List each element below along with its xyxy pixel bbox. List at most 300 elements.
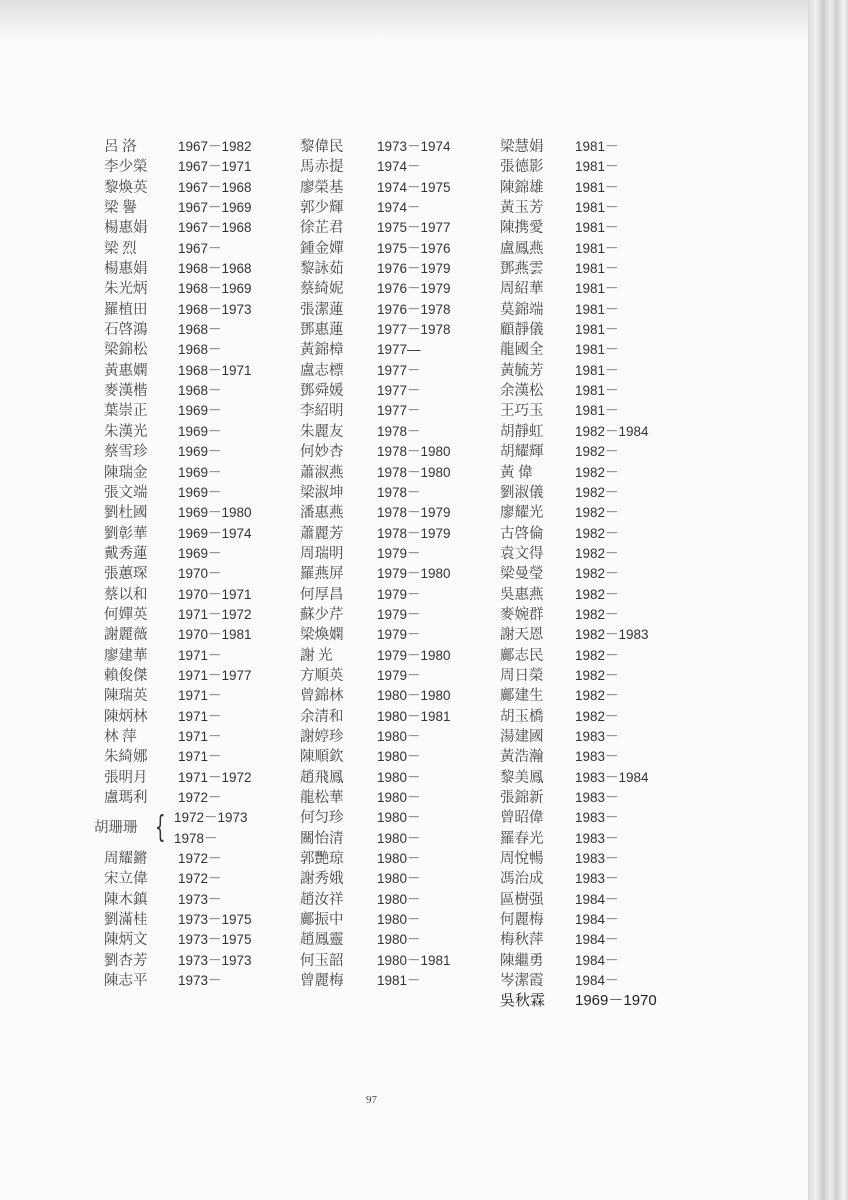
- column-3-entries: [500, 137, 657, 991]
- entry-name: 鄺志民: [500, 647, 544, 664]
- entry-name: 陳木鎮: [104, 891, 148, 908]
- entry-name: 郭少輝: [300, 200, 344, 217]
- entry-name: 陳錦雄: [500, 179, 544, 196]
- entry-years: 1969－: [178, 545, 222, 561]
- entry-name: 曾麗梅: [300, 973, 344, 990]
- entry-name: 呂 洛: [104, 139, 137, 155]
- list-item: [104, 605, 252, 625]
- entry-years: 1980－: [377, 932, 421, 948]
- entry-years: 1981－: [575, 240, 619, 256]
- entry-years: 1982－: [575, 525, 619, 541]
- entry-name: 梁 烈: [104, 240, 137, 257]
- entry-years: 1983－: [575, 790, 619, 805]
- list-item: [104, 361, 252, 381]
- entry-name: 關怡清: [300, 830, 344, 847]
- entry-name: 梅秋萍: [500, 932, 544, 949]
- list-item: [104, 422, 252, 442]
- entry-name: 周紹華: [500, 281, 544, 298]
- list-item: [104, 198, 252, 218]
- entry-years: 1971－1977: [178, 667, 252, 683]
- entry-years: 1980－: [377, 851, 421, 867]
- entry-name: 梁曼瑩: [500, 566, 544, 583]
- list-item: [500, 768, 657, 788]
- list-item: [300, 747, 451, 767]
- entry-name: 何嬋英: [104, 606, 148, 623]
- list-item: [500, 361, 657, 381]
- list-item: [500, 422, 657, 442]
- column-2-entries: [300, 137, 451, 991]
- entry-years: 1969－: [178, 423, 222, 439]
- list-item: [104, 340, 252, 360]
- entry-name: 謝 光: [300, 647, 333, 664]
- entry-years: 1969－1974: [178, 525, 252, 541]
- entry-years: 1980－: [377, 810, 421, 826]
- list-item: [500, 218, 657, 238]
- entry-name: 方順英: [300, 667, 344, 684]
- list-item: [500, 849, 657, 869]
- entry-years: 1983－: [575, 871, 619, 887]
- entry-name: 石啓鴻: [104, 322, 148, 339]
- entry-years: 1969－1980: [178, 505, 252, 521]
- list-item: [500, 483, 657, 503]
- names-column-1: [94, 137, 252, 991]
- entry-years: 1973－1973: [178, 952, 252, 968]
- list-item: [500, 157, 657, 177]
- list-item: [300, 157, 451, 177]
- entry-name: 陳瑞英: [104, 688, 148, 705]
- entry-name: 趙飛鳳: [300, 769, 344, 786]
- entry-name: 馬赤提: [300, 159, 344, 176]
- entry-years: 1981－: [575, 362, 619, 378]
- list-item: [500, 463, 657, 483]
- entry-name: 顧靜儀: [500, 322, 544, 339]
- entry-name: 黃錦樟: [300, 342, 344, 359]
- entry-name: 張明月: [104, 769, 148, 786]
- entry-name: 周日榮: [500, 667, 544, 684]
- page-top-shadow: [0, 0, 808, 40]
- list-item: [104, 869, 252, 889]
- entry-years: 1981－: [575, 281, 619, 297]
- entry-name: 余清和: [300, 708, 344, 725]
- entry-years: 1968－: [178, 322, 222, 338]
- entry-years: 1981－: [575, 383, 619, 399]
- entry-name: 謝天恩: [500, 627, 544, 644]
- list-item: [300, 646, 451, 666]
- list-item: [300, 585, 451, 605]
- list-item: [500, 198, 657, 218]
- list-item: [300, 442, 451, 462]
- entry-years: 1968－1973: [178, 301, 252, 317]
- entry-years: 1981－: [575, 261, 619, 277]
- entry-years: 1974－1975: [377, 179, 451, 195]
- entry-years: 1983－: [575, 851, 619, 867]
- list-item: [300, 788, 451, 808]
- entry-name: 趙汝祥: [300, 891, 344, 908]
- entry-name: 張潔蓮: [300, 301, 344, 318]
- list-item: [104, 727, 252, 747]
- list-item: [300, 259, 451, 279]
- entry-name: 朱漢光: [104, 423, 148, 440]
- entry-name: 羅春光: [500, 830, 544, 847]
- entry-years: 1979－: [377, 606, 421, 622]
- list-item: [500, 747, 657, 767]
- entry-name: 陳瑞金: [104, 464, 148, 481]
- entry-name: 黃毓芳: [500, 362, 544, 379]
- entry-name: 龍松華: [300, 790, 344, 806]
- entry-name: 張蕙琛: [104, 566, 148, 583]
- list-item: [500, 137, 657, 157]
- list-item: [300, 666, 451, 686]
- entry-name: 黃 偉: [500, 464, 533, 481]
- list-item: [500, 239, 657, 259]
- entry-name: 楊惠娟: [104, 220, 148, 237]
- entry-name: 謝麗薇: [104, 627, 148, 644]
- entry-years: 1979－: [377, 667, 421, 683]
- entry-name: 謝秀娥: [300, 871, 344, 888]
- entry-name: 鄧舜媛: [300, 383, 344, 400]
- entry-name: 劉滿桂: [104, 912, 148, 929]
- entry-name: 朱綺娜: [104, 749, 148, 766]
- list-item: [300, 951, 451, 971]
- entry-name: 李少榮: [104, 159, 148, 176]
- list-item: [104, 279, 252, 299]
- entry-years: 1970－: [178, 566, 222, 582]
- list-item: [500, 971, 657, 991]
- entry-name: 余漢松: [500, 383, 544, 400]
- column-1-entries-after: [104, 849, 252, 991]
- entry-name: 麥漢楷: [104, 383, 148, 400]
- entry-name: 劉杏芳: [104, 952, 148, 969]
- entry-name: 何麗梅: [500, 912, 544, 929]
- entry-name: 黎美鳳: [500, 769, 544, 786]
- entry-name: 鍾金嬋: [300, 240, 344, 257]
- list-item: [500, 605, 657, 625]
- entry-years: 1978－1980: [377, 444, 451, 460]
- list-item: [300, 381, 451, 401]
- entry-years: 1982－1984: [575, 423, 649, 439]
- list-item: [300, 178, 451, 198]
- entry-name: 廖榮基: [300, 179, 344, 196]
- entry-years: 1968－1968: [178, 261, 252, 277]
- entry-years: 1982－: [575, 484, 619, 500]
- list-item: [300, 320, 451, 340]
- bracketed-years: [174, 808, 248, 849]
- list-item: [300, 340, 451, 360]
- list-item: [104, 320, 252, 340]
- entry-years: 1977－: [377, 383, 421, 399]
- list-item: [104, 381, 252, 401]
- entry-name: 陳順欽: [300, 749, 344, 766]
- entry-years: 1976－1979: [377, 281, 451, 297]
- entry-years: 1977―: [377, 342, 421, 358]
- list-item: [500, 869, 657, 889]
- list-item: [104, 666, 252, 686]
- entry-name: 劉彰華: [104, 525, 148, 542]
- list-item: [300, 422, 451, 442]
- list-item: [500, 625, 657, 645]
- entry-years: 1980－: [377, 769, 421, 785]
- entry-years: 1981－: [575, 220, 619, 236]
- entry-years: 1976－1978: [377, 301, 451, 317]
- list-item: [104, 971, 252, 991]
- entry-name: 羅燕屏: [300, 566, 344, 583]
- entry-years: 1984－: [575, 952, 619, 968]
- entry-name: 蔡雪珍: [104, 444, 148, 461]
- list-item: [300, 971, 451, 991]
- entry-name: 馮治成: [500, 871, 544, 888]
- entry-name: 戴秀蓮: [104, 545, 148, 562]
- entry-name: 賴俊傑: [104, 667, 148, 684]
- entry-name: 何匀珍: [300, 810, 344, 827]
- page-edge: [808, 0, 848, 1200]
- list-item: [104, 157, 252, 177]
- entry-years: 1974－: [377, 200, 421, 216]
- entry-years: 1984－: [575, 891, 619, 907]
- list-item: [300, 279, 451, 299]
- entry-years: 1977－: [377, 362, 421, 378]
- list-item: [300, 605, 451, 625]
- entry-years: 1973－1975: [178, 932, 252, 948]
- entry-years: 1984－: [575, 973, 619, 989]
- entry-years: 1980－1981: [377, 952, 451, 968]
- entry-name: 周瑞明: [300, 545, 344, 562]
- list-item: [500, 788, 657, 808]
- entry-name: 羅植田: [104, 301, 148, 318]
- entry-years: 1980－: [377, 830, 421, 846]
- entry-name: 郭艷琼: [300, 851, 344, 868]
- entry-years: 1972－: [178, 790, 222, 805]
- list-item: [104, 503, 252, 523]
- list-item: [300, 137, 451, 157]
- entry-years: 1982－: [575, 505, 619, 521]
- entry-years: 1971－: [178, 749, 222, 765]
- entry-years: 1979－: [377, 627, 421, 643]
- list-item: [300, 808, 451, 828]
- entry-name: 龍國全: [500, 342, 544, 359]
- list-item: [500, 585, 657, 605]
- entry-name: 胡靜虹: [500, 423, 544, 440]
- entry-years: 1972－: [178, 871, 222, 887]
- entry-name: 梁煥嫻: [300, 627, 344, 644]
- entry-years: 1983－: [575, 810, 619, 826]
- entry-name: 王巧玉: [500, 403, 544, 420]
- entry-years: 1982－: [575, 647, 619, 663]
- list-item: [104, 768, 252, 788]
- list-item: [300, 401, 451, 421]
- entry-years: 1967－1982: [178, 139, 252, 154]
- entry-name: 廖耀光: [500, 505, 544, 522]
- entry-years: 1983－: [575, 749, 619, 765]
- entry-name: 黎詠茹: [300, 261, 344, 278]
- entry-name: 蕭淑燕: [300, 464, 344, 481]
- list-item: [500, 401, 657, 421]
- entry-years: 1984－: [575, 912, 619, 928]
- list-item: [104, 707, 252, 727]
- entry-years: 1983－: [575, 728, 619, 744]
- entry-years: 1967－: [178, 240, 222, 256]
- list-item: [104, 890, 252, 910]
- entry-years: 1969－: [178, 464, 222, 480]
- entry-years: 1981－: [575, 200, 619, 216]
- entry-years: 1980－: [377, 749, 421, 765]
- column-1-entries: [104, 137, 252, 808]
- names-column-3: [500, 137, 657, 1012]
- entry-name: 何玉韶: [300, 952, 344, 969]
- list-item: [104, 544, 252, 564]
- names-column-2: [300, 137, 451, 991]
- entry-years: 1977－: [377, 403, 421, 419]
- list-item: [300, 930, 451, 950]
- entry-name: 吳惠燕: [500, 586, 544, 603]
- entry-years: 1967－1968: [178, 179, 252, 195]
- entry-years: 1970－1971: [178, 586, 252, 602]
- list-item: [500, 666, 657, 686]
- entry-years: 1973－1974: [377, 139, 451, 154]
- list-item: [104, 849, 252, 869]
- entry-name: 黎偉民: [300, 139, 344, 155]
- list-item: [500, 279, 657, 299]
- list-item: [300, 869, 451, 889]
- entry-years: 1975－1977: [377, 220, 451, 236]
- entry-name: 廖建華: [104, 647, 148, 664]
- entry-name: 陳炳林: [104, 708, 148, 725]
- entry-years: 1981－: [575, 159, 619, 175]
- entry-years: 1981－: [377, 973, 421, 989]
- entry-years: 1980－1981: [377, 708, 451, 724]
- entry-years: 1981－: [575, 322, 619, 338]
- list-item: [300, 300, 451, 320]
- entry-name: 鄺建生: [500, 688, 544, 705]
- list-item: [300, 890, 451, 910]
- entry-years: 1981－: [575, 139, 619, 154]
- list-item: [500, 910, 657, 930]
- entry-years: 1978－1979: [377, 525, 451, 541]
- entry-years: 1980－1980: [377, 688, 451, 704]
- list-item: [500, 300, 657, 320]
- list-item: [300, 544, 451, 564]
- entry-name: 古啓倫: [500, 525, 544, 542]
- entry-name: 陳炳文: [104, 932, 148, 949]
- entry-name: 黃浩瀚: [500, 749, 544, 766]
- entry-name: 吳秋霖: [500, 993, 546, 1010]
- list-item: [300, 910, 451, 930]
- entry-name: 盧瑪利: [104, 790, 148, 806]
- list-item: [500, 320, 657, 340]
- entry-years: 1982－: [575, 708, 619, 724]
- entry-years: 1979－: [377, 586, 421, 602]
- entry-years: 1973－1975: [178, 912, 252, 928]
- list-item: [104, 401, 252, 421]
- list-item: [300, 218, 451, 238]
- entry-years: 1971－: [178, 688, 222, 704]
- list-item: [500, 524, 657, 544]
- list-item: [104, 646, 252, 666]
- entry-name: 張德影: [500, 159, 544, 176]
- list-item: [500, 991, 657, 1011]
- entry-name: 梁錦松: [104, 342, 148, 359]
- entry-name: 蕭麗芳: [300, 525, 344, 542]
- entry-years: 1969－: [178, 403, 222, 419]
- entry-years: 1971－: [178, 728, 222, 744]
- list-item: [104, 218, 252, 238]
- list-item: [104, 564, 252, 584]
- entry-name: 何妙杏: [300, 444, 344, 461]
- entry-name: 張錦新: [500, 790, 544, 806]
- entry-years: 1968－: [178, 383, 222, 399]
- entry-years: 1978－: [377, 484, 421, 500]
- list-item: [500, 951, 657, 971]
- list-item: [104, 463, 252, 483]
- entry-name: 周耀鏘: [104, 851, 148, 868]
- list-item: [500, 544, 657, 564]
- entry-years: 1967－1971: [178, 159, 252, 175]
- list-item: [500, 564, 657, 584]
- list-item: [104, 625, 252, 645]
- list-item: [104, 239, 252, 259]
- entry-name: 劉杜國: [104, 505, 148, 522]
- list-item: [104, 788, 252, 808]
- list-item: [104, 686, 252, 706]
- page-number: 97: [366, 1094, 377, 1106]
- entry-name: 鄺振中: [300, 912, 344, 929]
- entry-name: 陳繼勇: [500, 952, 544, 969]
- entry-name: 胡珊珊: [94, 820, 138, 837]
- entry-years: 1981－: [575, 301, 619, 317]
- list-item: [104, 259, 252, 279]
- entry-name: 梁 譽: [104, 200, 137, 217]
- entry-years: 1973－: [178, 973, 222, 989]
- entry-years: 1982－1983: [575, 627, 649, 643]
- entry-name: 李紹明: [300, 403, 344, 420]
- entry-name: 楊惠娟: [104, 261, 148, 278]
- list-item: [300, 198, 451, 218]
- list-item: [300, 707, 451, 727]
- list-item: [104, 930, 252, 950]
- list-item: [104, 483, 252, 503]
- entry-years: 1967－1968: [178, 220, 252, 236]
- entry-name: 葉崇正: [104, 403, 148, 420]
- entry-name: 黃惠嫻: [104, 362, 148, 379]
- entry-name: 梁淑坤: [300, 484, 344, 501]
- entry-name: 趙鳳靈: [300, 932, 344, 949]
- entry-name: 徐芷君: [300, 220, 344, 237]
- entry-name: 曾錦林: [300, 688, 344, 705]
- entry-name: 黃玉芳: [500, 200, 544, 217]
- entry-years: 1981－: [575, 403, 619, 419]
- list-item: [104, 178, 252, 198]
- entry-name: 周悅暢: [500, 851, 544, 868]
- entry-years: 1979－1980: [377, 647, 451, 663]
- list-item: [104, 910, 252, 930]
- entry-years: 1984－: [575, 932, 619, 948]
- entry-name: 黎煥英: [104, 179, 148, 196]
- list-item: [104, 747, 252, 767]
- curly-brace: {: [155, 810, 166, 846]
- entry-name: 張文端: [104, 484, 148, 501]
- list-item: [300, 829, 451, 849]
- list-item: [500, 503, 657, 523]
- list-item: [500, 259, 657, 279]
- entry-years: 1979－1980: [377, 566, 451, 582]
- entry-years: 1982－: [575, 545, 619, 561]
- entry-name: 曾昭偉: [500, 810, 544, 827]
- list-item: [500, 707, 657, 727]
- entry-name: 胡玉橋: [500, 708, 544, 725]
- list-item: [300, 686, 451, 706]
- entry-years: 1981－: [575, 179, 619, 195]
- list-item: [300, 524, 451, 544]
- list-item: [500, 930, 657, 950]
